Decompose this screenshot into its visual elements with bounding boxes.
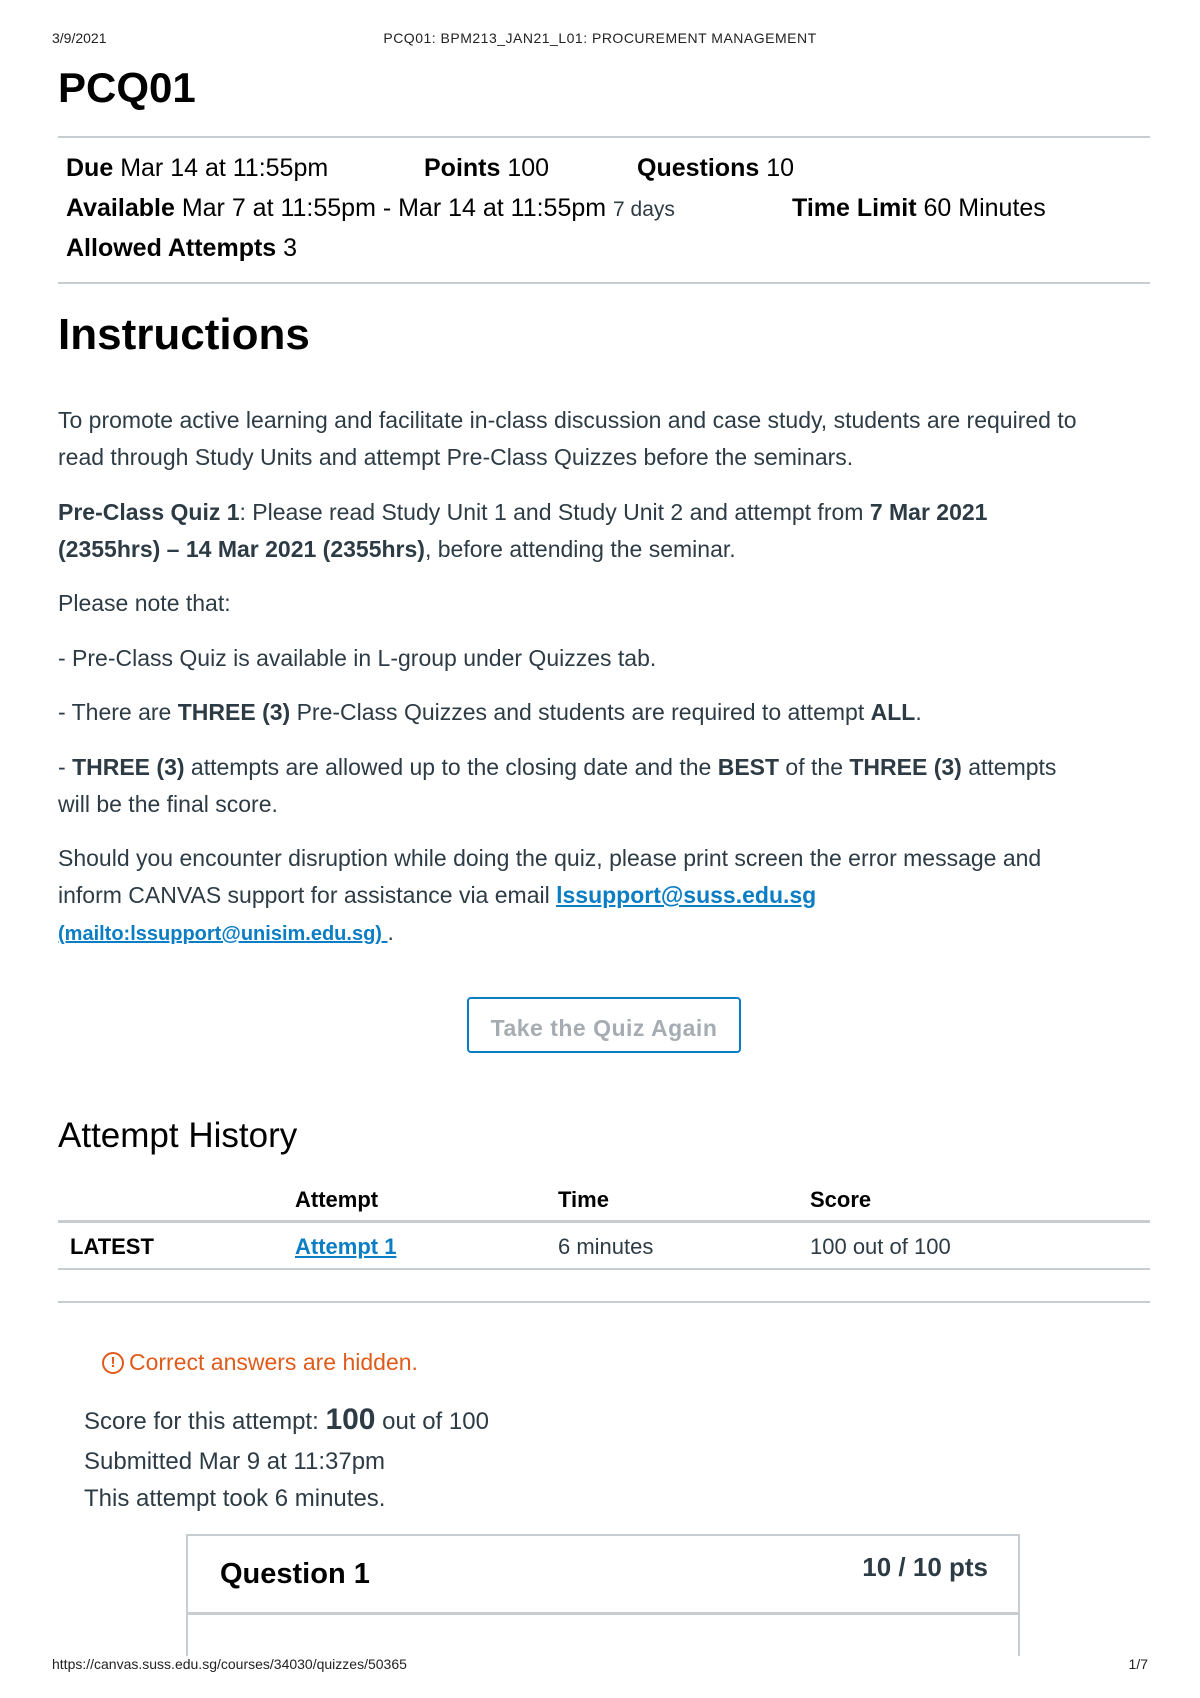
page-number: 1/7 (1128, 1656, 1148, 1672)
print-header (52, 30, 1148, 50)
divider (58, 1268, 1150, 1270)
print-footer (52, 1656, 1148, 1676)
attempts-meta (66, 234, 297, 263)
support-email-link[interactable]: lssupport@suss.edu.sg (556, 882, 817, 908)
attempt-table-header (58, 1187, 1150, 1217)
note-intro: Please note that: (58, 590, 231, 616)
divider (58, 1301, 1150, 1303)
score-value: 100 (325, 1403, 376, 1436)
note-3-text: - (58, 754, 73, 780)
note-3-bold: THREE (3) (72, 754, 185, 780)
divider (58, 282, 1150, 284)
note-2-text: - There are (58, 699, 178, 725)
pcq-text-end: , before attending the seminar. (424, 536, 736, 562)
pcq-start-date: 7 Mar 2021 (869, 499, 988, 525)
time-cell: 6 minutes (558, 1234, 654, 1259)
instructions-intro (58, 402, 1150, 476)
points-meta (424, 154, 549, 183)
available-label: Available (66, 194, 175, 222)
due-value: Mar 14 at 11:55pm (120, 154, 329, 182)
latest-tag: LATEST (70, 1234, 154, 1259)
note-3-bold: BEST (717, 754, 780, 780)
pcq-date-range: (2355hrs) – 14 Mar 2021 (2355hrs) (58, 536, 425, 562)
questions-value: 10 (766, 154, 795, 182)
question-card (186, 1534, 1020, 1656)
take-quiz-again-button[interactable]: Take the Quiz Again (467, 997, 741, 1053)
note-2-text: . (915, 699, 922, 725)
warning-icon: ! (102, 1352, 124, 1374)
divider (58, 1220, 1150, 1223)
question-title: Question 1 (220, 1558, 370, 1590)
attempts-label: Allowed Attempts (66, 234, 277, 262)
table-row (58, 1234, 1150, 1264)
available-meta (66, 194, 675, 223)
intro-line-1: To promote active learning and facilitate in-class discussion and case study, students are required to (58, 407, 1077, 433)
correct-answers-hidden-notice (102, 1349, 418, 1376)
questions-label: Questions (637, 154, 760, 182)
note-3-line-2: will be the final score. (58, 791, 278, 817)
quiz-meta-row-1 (66, 154, 328, 183)
available-duration: 7 days (613, 198, 675, 221)
question-header (188, 1536, 1018, 1615)
attempt-score (84, 1403, 489, 1437)
points-label: Points (424, 154, 501, 182)
note-2-bold: THREE (3) (177, 699, 291, 725)
due-label: Due (66, 154, 114, 182)
submitted-at: Submitted Mar 9 at 11:37pm (84, 1448, 386, 1475)
note-2-text: Pre-Class Quizzes and students are required to attempt (290, 699, 871, 725)
column-header-attempt: Attempt (295, 1187, 379, 1212)
column-header-time: Time (558, 1187, 609, 1212)
pcq-text: : Please read Study Unit 1 and Study Unit 2 and attempt from (239, 499, 870, 525)
score-label: Score for this attempt: (84, 1408, 326, 1435)
attempts-value: 3 (283, 234, 298, 262)
pcq-label: Pre-Class Quiz 1 (58, 499, 240, 525)
pre-class-quiz-info (58, 494, 1150, 568)
divider (58, 136, 1150, 138)
note-1: - Pre-Class Quiz is available in L-group under Quizzes tab. (58, 645, 657, 671)
time-limit-value: 60 Minutes (923, 194, 1046, 222)
print-date: 3/9/2021 (52, 30, 107, 46)
time-limit-meta (792, 194, 1046, 223)
available-value: Mar 7 at 11:55pm - Mar 14 at 11:55pm (181, 194, 607, 222)
warning-text: Correct answers are hidden. (129, 1349, 418, 1375)
instructions-heading: Instructions (58, 310, 310, 359)
time-limit-label: Time Limit (792, 194, 917, 222)
question-points: 10 / 10 pts (862, 1552, 988, 1582)
print-doc-title: PCQ01: BPM213_JAN21_L01: PROCUREMENT MANAGEMENT (383, 30, 817, 46)
support-line-1: Should you encounter disruption while doing the quiz, please print screen the error message and (58, 845, 1042, 871)
column-header-score: Score (810, 1187, 872, 1212)
support-line-2: inform CANVAS support for assistance via email (58, 882, 557, 908)
note-3-bold: THREE (3) (849, 754, 962, 780)
score-cell: 100 out of 100 (810, 1234, 951, 1259)
support-end: . (387, 919, 394, 945)
intro-line-2: read through Study Units and attempt Pre-Class Quizzes before the seminars. (58, 444, 854, 470)
attempt-duration: This attempt took 6 minutes. (84, 1485, 386, 1512)
attempt-cell (295, 1234, 396, 1260)
attempt-history-heading: Attempt History (58, 1116, 298, 1155)
points-value: 100 (507, 154, 550, 182)
note-3-text: attempts (961, 754, 1057, 780)
questions-meta (637, 154, 794, 183)
score-suffix: out of 100 (375, 1408, 489, 1435)
note-3-text: of the (779, 754, 850, 780)
support-info (58, 840, 1150, 953)
page-title: PCQ01 (58, 64, 196, 111)
note-3-text: attempts are allowed up to the closing date and the (184, 754, 718, 780)
note-3 (58, 749, 1150, 823)
support-mailto-link[interactable]: (mailto:lssupport@unisim.edu.sg) (58, 923, 388, 945)
print-url: https://canvas.suss.edu.sg/courses/34030/quizzes/50365 (52, 1656, 407, 1672)
note-2 (58, 694, 1150, 731)
attempt-1-link[interactable]: Attempt 1 (295, 1234, 397, 1259)
note-2-bold: ALL (870, 699, 916, 725)
